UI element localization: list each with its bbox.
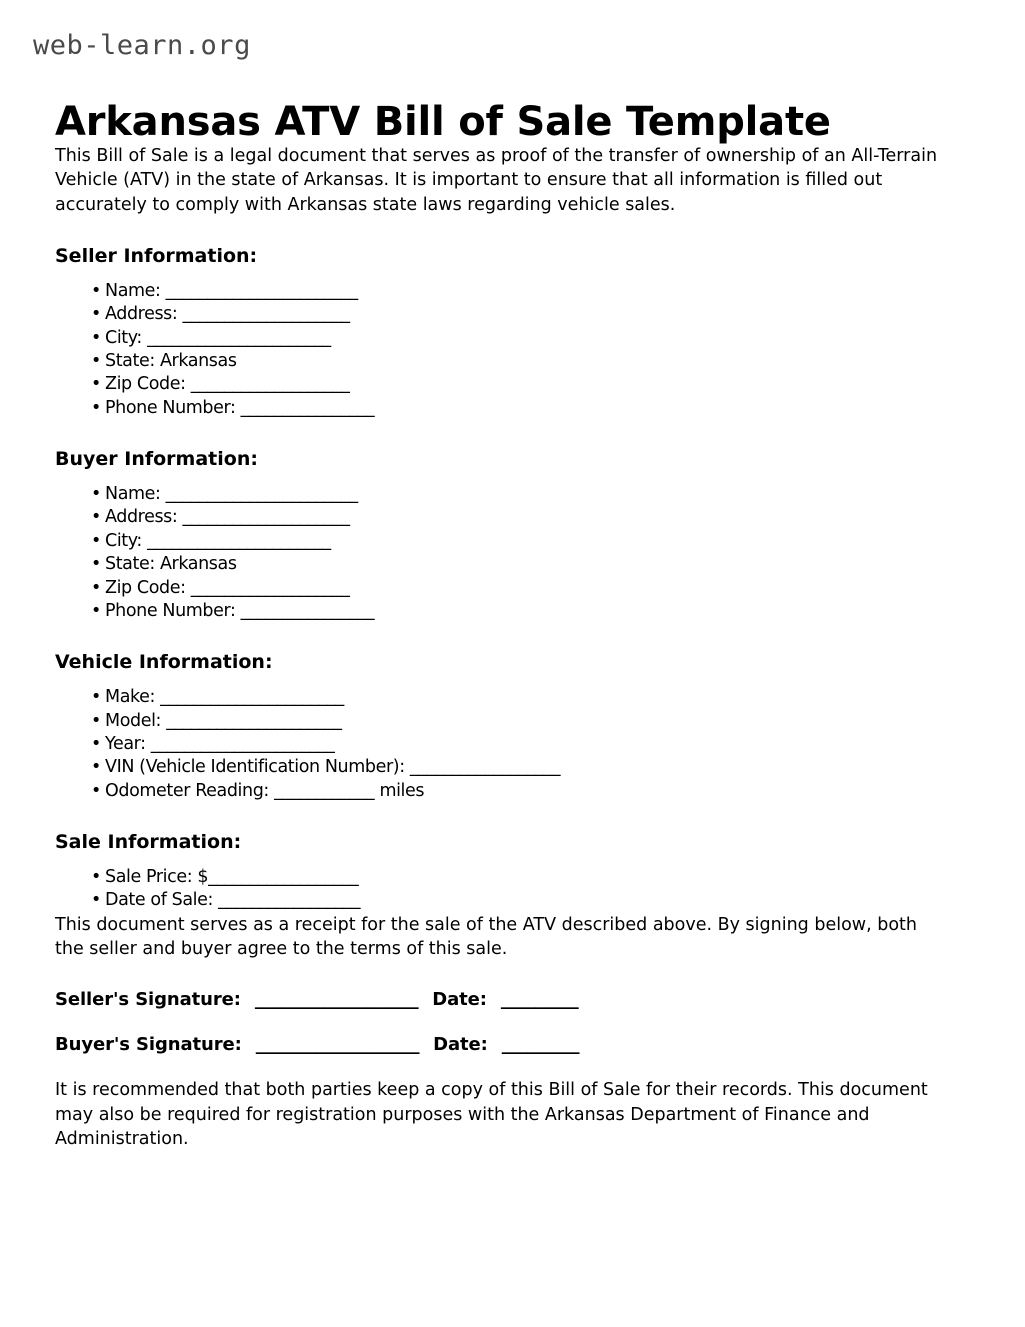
closing-paragraph: It is recommended that both parties keep a copy of this Bill of Sale for their records. This document may also be required for registration purposes with the Arkansas Department of Finance and Administration. xyxy=(55,1080,928,1149)
list-item xyxy=(55,506,970,529)
buyer-field-address: Address: ____________________ xyxy=(105,507,350,528)
seller-signature-line[interactable]: ___________________ xyxy=(254,989,419,1011)
seller-fields-list xyxy=(55,280,970,420)
list-item xyxy=(55,483,970,506)
vehicle-field-year: Year: ______________________ xyxy=(105,733,335,754)
receipt-paragraph: This document serves as a receipt for the sale of the ATV described above. By signing below, both the seller and buyer agree to the terms of this sale. xyxy=(55,914,917,960)
vehicle-field-odometer: Odometer Reading: ____________ miles xyxy=(105,780,425,801)
seller-field-phone: Phone Number: ________________ xyxy=(105,397,375,418)
vehicle-fields-list xyxy=(55,686,970,803)
list-item xyxy=(55,397,970,420)
sale-fields-list xyxy=(55,866,970,913)
list-item xyxy=(55,686,970,709)
buyer-information-heading: Buyer Information: xyxy=(55,448,258,471)
list-item xyxy=(55,280,970,303)
buyer-field-name: Name: _______________________ xyxy=(105,483,358,504)
buyer-signature-label: Buyer's Signature: xyxy=(55,1033,242,1055)
buyer-date-line[interactable]: _________ xyxy=(501,1033,580,1055)
seller-information-heading: Seller Information: xyxy=(55,244,258,267)
list-item xyxy=(55,733,970,756)
seller-signature-row xyxy=(55,989,970,1012)
buyer-field-phone: Phone Number: ________________ xyxy=(105,600,375,621)
buyer-field-state: State: Arkansas xyxy=(105,554,237,575)
buyer-fields-list xyxy=(55,483,970,623)
list-item xyxy=(55,303,970,326)
seller-field-zip: Zip Code: ___________________ xyxy=(105,374,350,395)
seller-date-label: Date: xyxy=(432,989,487,1011)
vehicle-field-make: Make: ______________________ xyxy=(105,687,344,708)
vehicle-field-vin: VIN (Vehicle Identification Number): __________________ xyxy=(105,757,561,778)
sale-field-date: Date of Sale: _________________ xyxy=(105,890,361,911)
buyer-signature-line[interactable]: ___________________ xyxy=(255,1033,420,1055)
page-title: Arkansas ATV Bill of Sale Template xyxy=(55,98,831,145)
list-item xyxy=(55,553,970,576)
list-item xyxy=(55,780,970,803)
seller-field-state: State: Arkansas xyxy=(105,350,237,371)
buyer-signature-row xyxy=(55,1034,970,1057)
site-logo: web-learn.org xyxy=(33,30,251,61)
seller-date-line[interactable]: _________ xyxy=(500,989,579,1011)
list-item xyxy=(55,373,970,396)
vehicle-field-model: Model: _____________________ xyxy=(105,710,342,731)
sale-field-price: Sale Price: $__________________ xyxy=(105,866,359,887)
seller-field-address: Address: ____________________ xyxy=(105,304,350,325)
list-item xyxy=(55,756,970,779)
list-item xyxy=(55,530,970,553)
list-item xyxy=(55,350,970,373)
list-item xyxy=(55,600,970,623)
intro-paragraph: This Bill of Sale is a legal document that serves as proof of the transfer of ownership of an All-Terrain Vehicle (ATV) in the state of Arkansas. It is important to ensure that all information is filled out accurately to comply with Arkansas state laws regarding vehicle sales. xyxy=(55,146,938,215)
document-body xyxy=(55,144,970,1151)
sale-information-heading: Sale Information: xyxy=(55,831,242,854)
list-item xyxy=(55,327,970,350)
seller-field-city: City: ______________________ xyxy=(105,327,331,348)
buyer-field-zip: Zip Code: ___________________ xyxy=(105,577,350,598)
buyer-field-city: City: ______________________ xyxy=(105,530,331,551)
vehicle-information-heading: Vehicle Information: xyxy=(55,651,273,674)
buyer-date-label: Date: xyxy=(433,1033,488,1055)
signature-block xyxy=(55,989,970,1056)
seller-field-name: Name: _______________________ xyxy=(105,280,358,301)
list-item xyxy=(55,866,970,889)
list-item xyxy=(55,710,970,733)
seller-signature-label: Seller's Signature: xyxy=(55,989,241,1011)
list-item xyxy=(55,889,970,912)
list-item xyxy=(55,577,970,600)
